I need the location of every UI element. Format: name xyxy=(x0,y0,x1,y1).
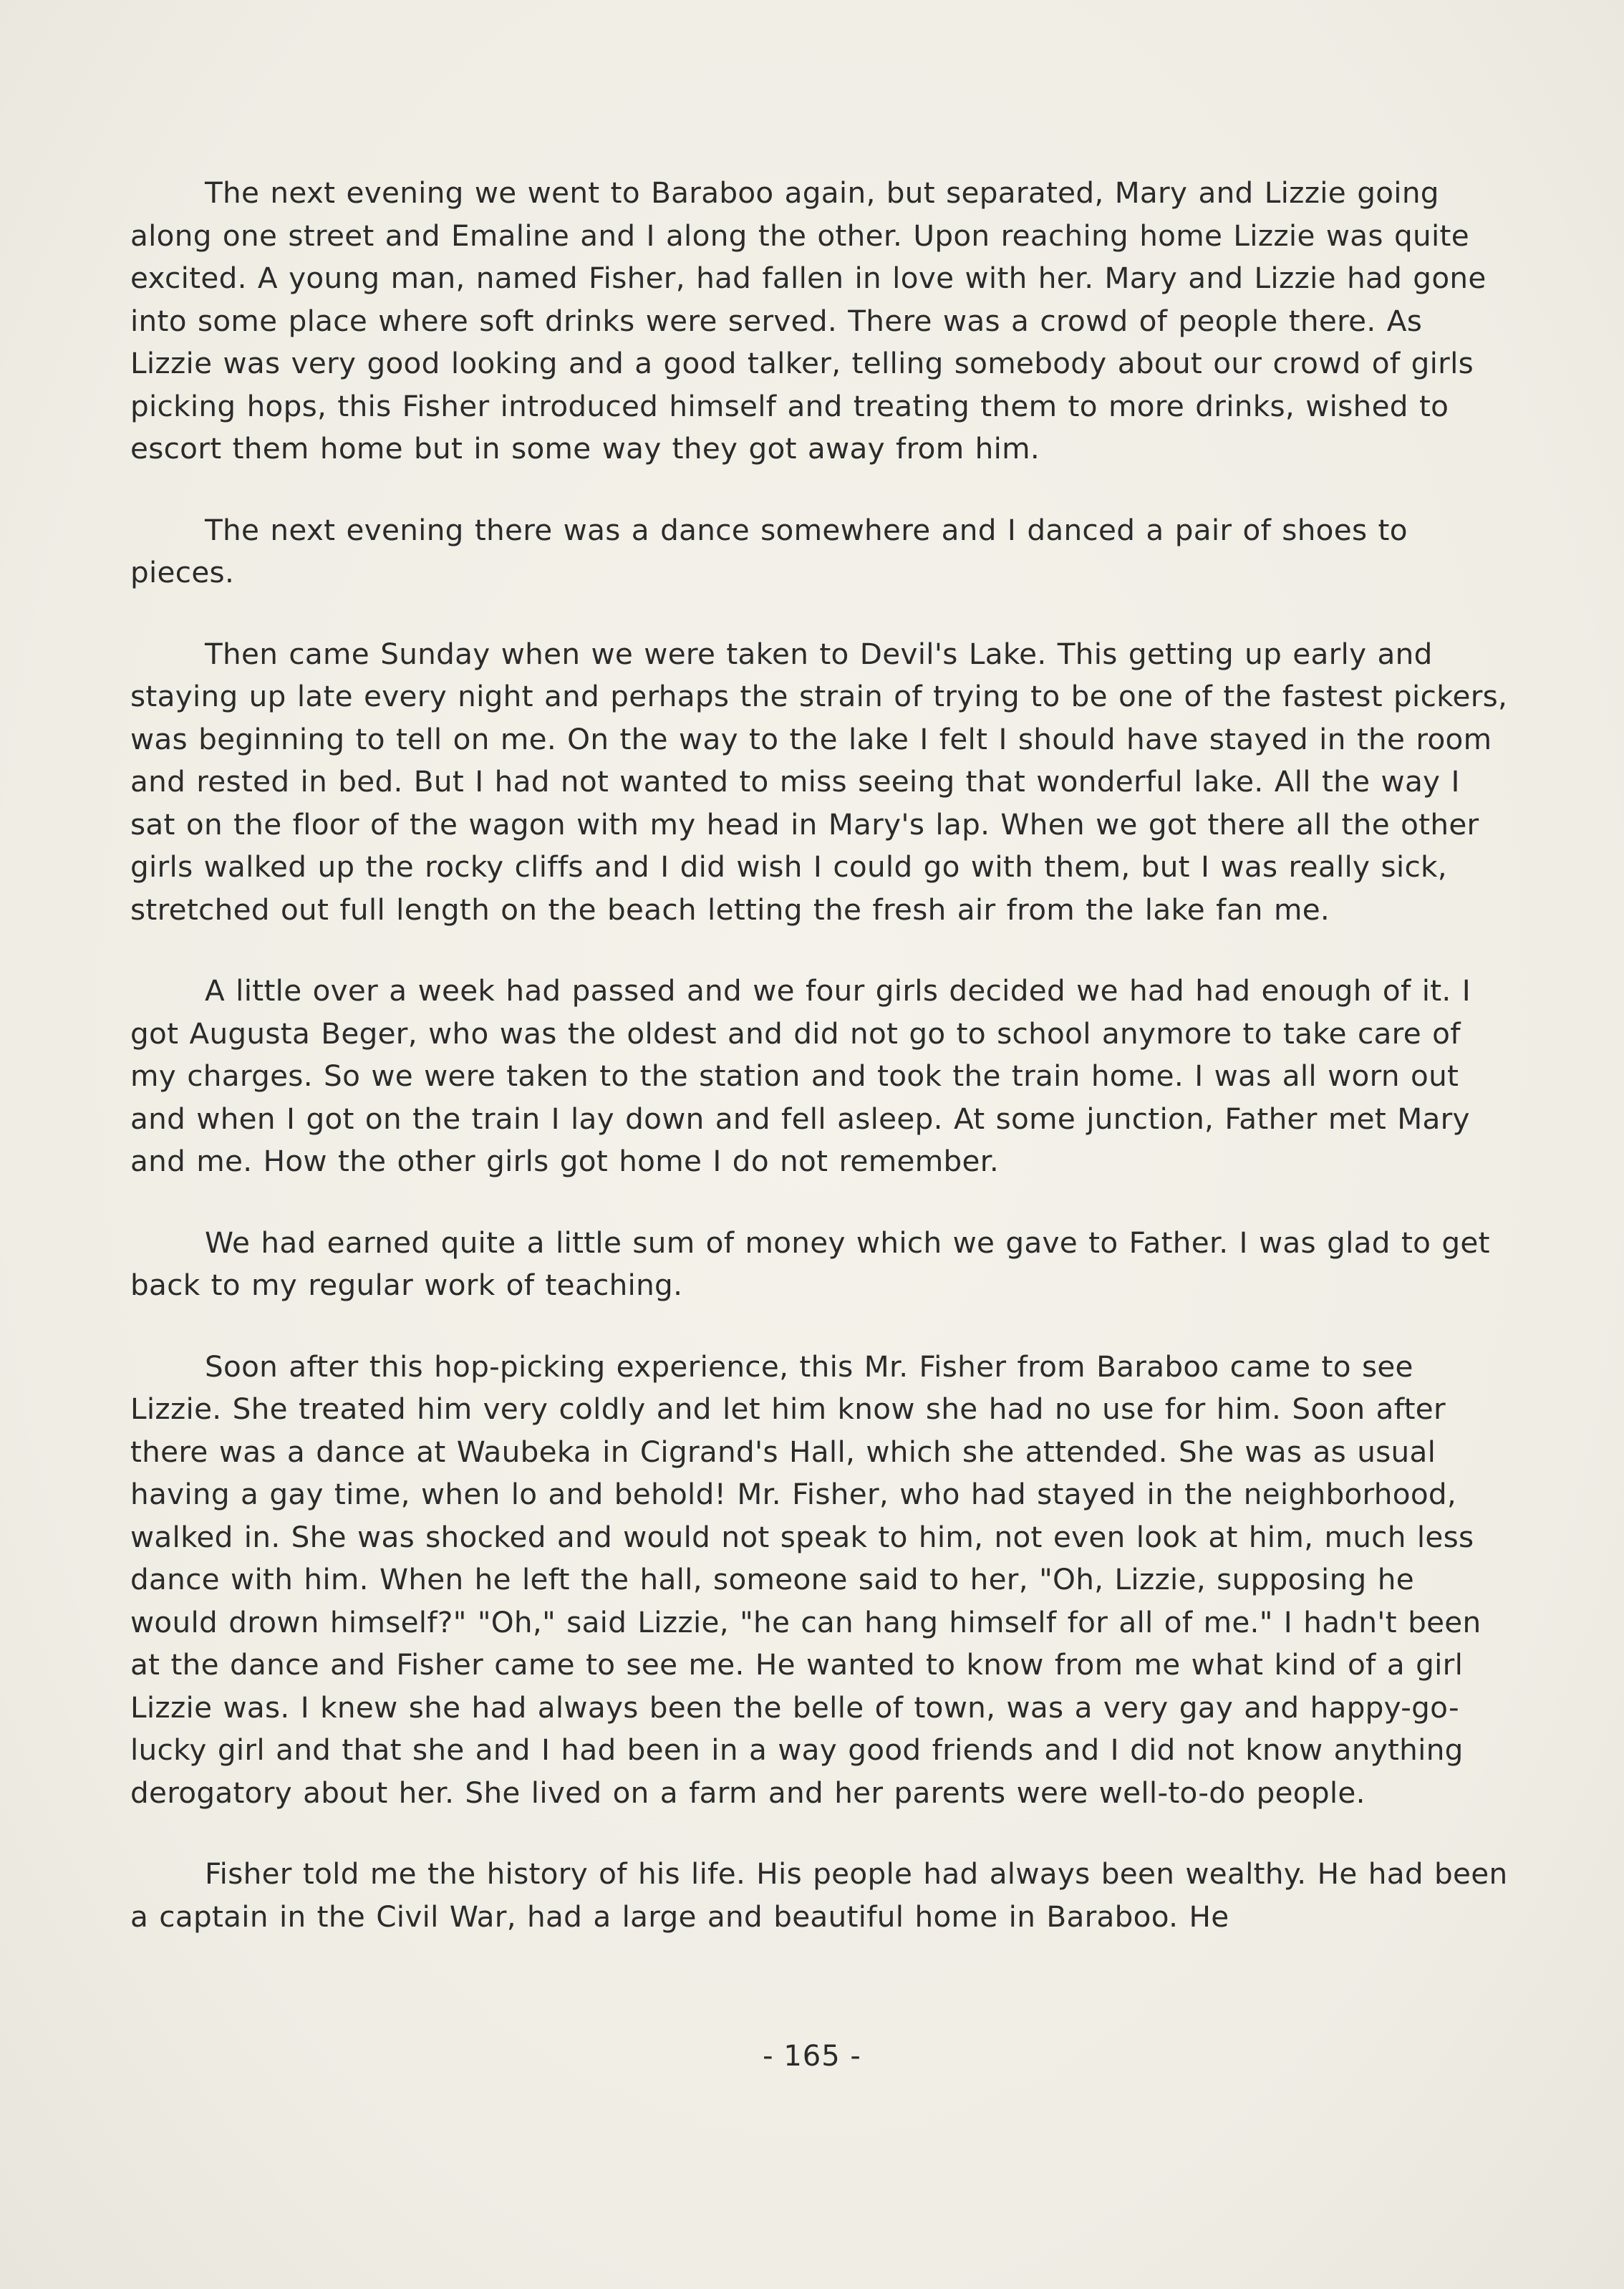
paragraph-5: We had earned quite a little sum of money which we gave to Father. I was glad to get back to my regular work of teaching. xyxy=(130,1225,1490,1302)
paragraph-2: The next evening there was a dance somewhere and I danced a pair of shoes to pieces. xyxy=(130,512,1408,589)
paragraph-7: Fisher told me the history of his life. His people had always been wealthy. He had been a captain in the Civil War, had a large and beautiful home in Baraboo. He xyxy=(130,1856,1508,1934)
body-text xyxy=(130,172,1512,1977)
page-number: - 165 - xyxy=(763,2040,861,2073)
paragraph-3: Then came Sunday when we were taken to Devil's Lake. This getting up early and staying up late every night and perhaps the strain of trying to be one of the fastest pickers, was beginning to tell on me. On the way to the lake I felt I should have stayed in the room and rested in bed. But I had not wanted to miss seeing that wonderful lake. All the way I sat on the floor of the wagon with my head in Mary's lap. When we got there all the other girls walked up the rocky cliffs and I did wish I could go with them, but I was really sick, stretched out full length on the beach letting the fresh air from the lake fan me. xyxy=(130,636,1508,927)
paragraph-1: The next evening we went to Baraboo again, but separated, Mary and Lizzie going along one street and Emaline and I along the other. Upon reaching home Lizzie was quite excited. A young man, named Fisher, had fallen in love with her. Mary and Lizzie had gone into some place where soft drinks were served. There was a crowd of people there. As Lizzie was very good looking and a good talker, telling somebody about our crowd of girls picking hops, this Fisher introduced himself and treating them to more drinks, wished to escort them home but in some way they got away from him. xyxy=(130,175,1487,466)
paragraph-4: A little over a week had passed and we four girls decided we had had enough of it. I got Augusta Beger, who was the oldest and did not go to school anymore to take care of my charges. So we were taken to the station and took the train home. I was all worn out and when I got on the train I lay down and fell asleep. At some junction, Father met Mary and me. How the other girls got home I do not remember. xyxy=(130,973,1471,1178)
paragraph-6: Soon after this hop-picking experience, this Mr. Fisher from Baraboo came to see Lizzie. She treated him very coldly and let him know she had no use for him. Soon after there was a dance at Waubeka in Cigrand's Hall, which she attended. She was as usual having a gay time, when lo and behold! Mr. Fisher, who had stayed in the neighborhood, walked in. She was shocked and would not speak to him, not even look at him, much less dance with him. When he left the hall, someone said to her, "Oh, Lizzie, supposing he would drown himself?" "Oh," said Lizzie, "he can hang himself for all of me." I hadn't been at the dance and Fisher came to see me. He wanted to know from me what kind of a girl Lizzie was. I knew she had always been the belle of town, was a very gay and happy-go-lucky girl and that she and I had been in a way good friends and I did not know anything derogatory about her. She lived on a farm and her parents were well-to-do people. xyxy=(130,1349,1482,1810)
